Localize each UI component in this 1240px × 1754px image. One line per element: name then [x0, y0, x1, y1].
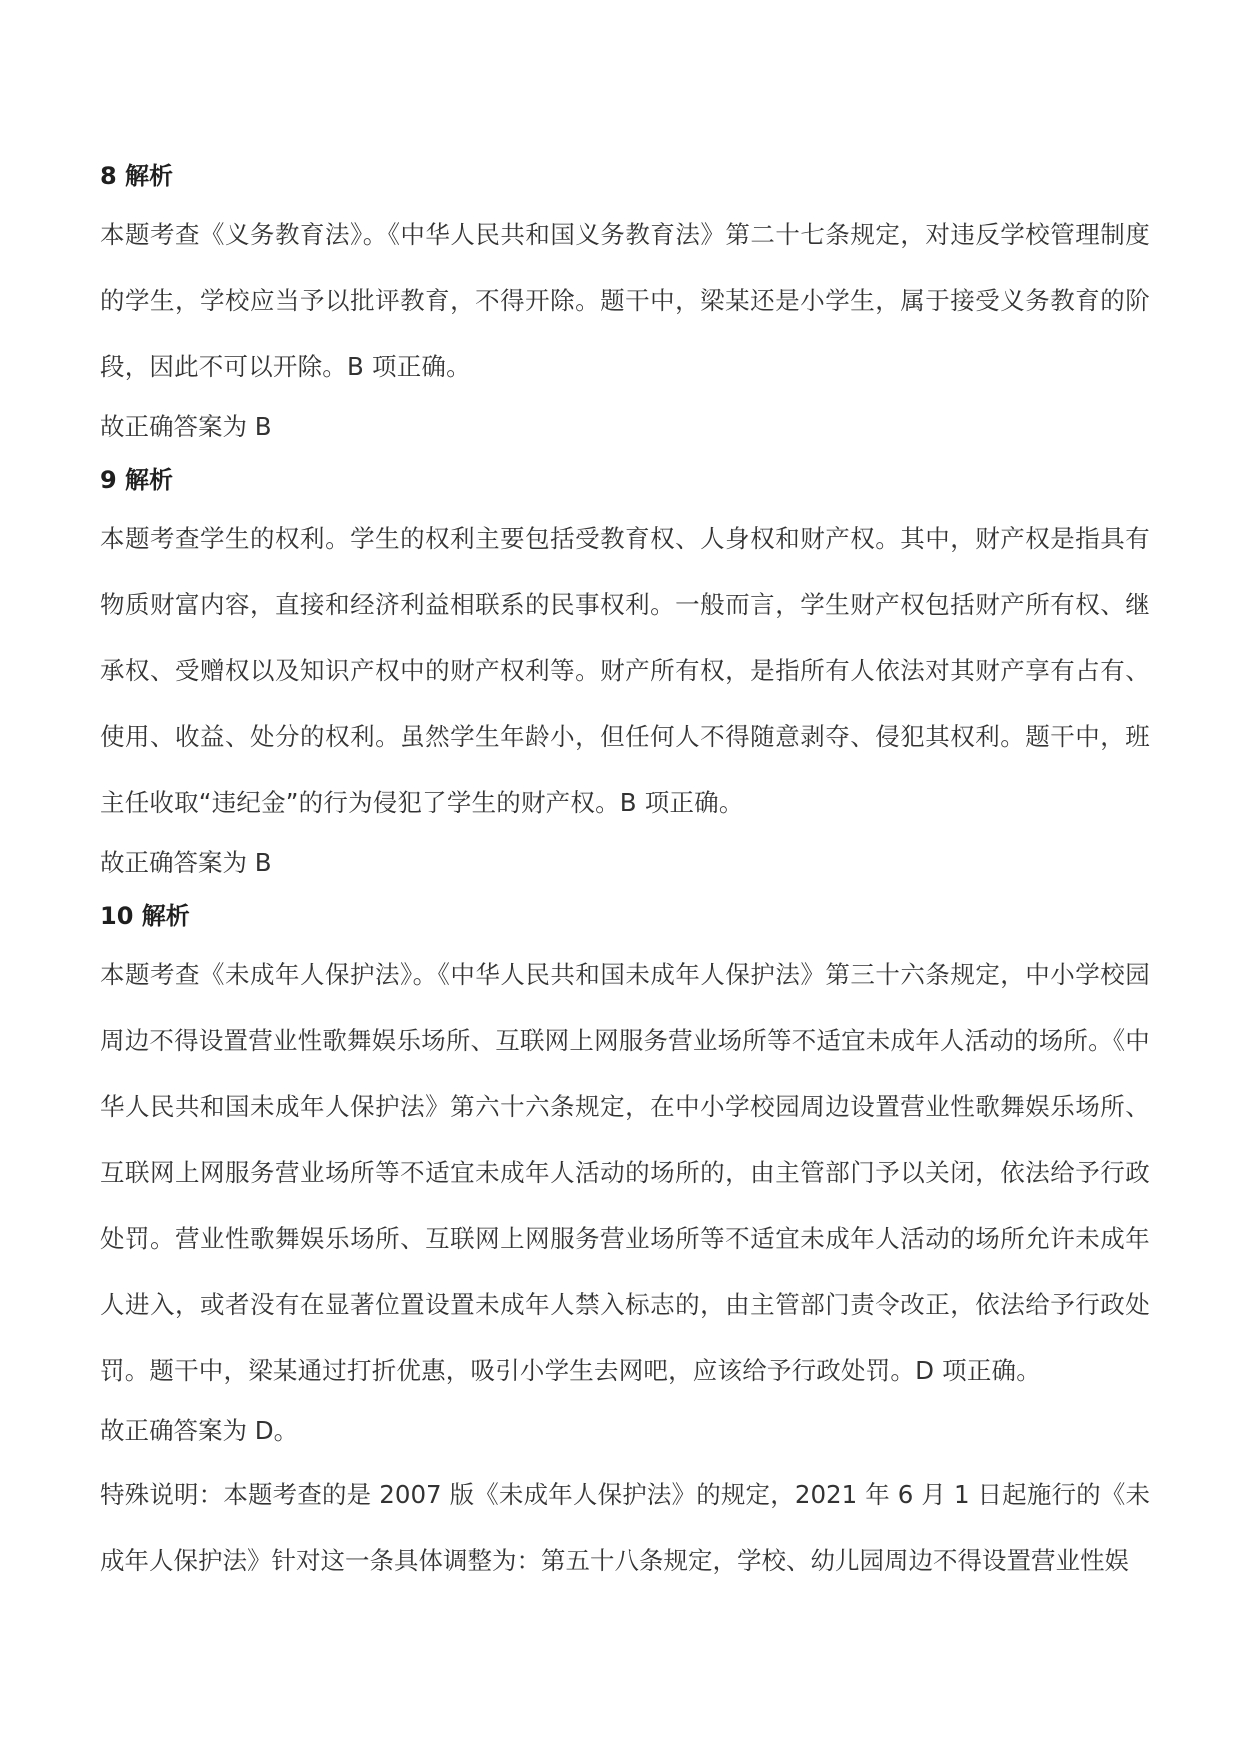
section-answer: 故正确答案为 B — [100, 848, 272, 877]
section-heading: 9 解析 — [100, 466, 174, 494]
special-note: 特殊说明：本题考查的是 2007 版《未成年人保护法》的规定，2021 年 6 月 1 日起施行的《未成年人保护法》针对这一条具体调整为：第五十八条规定，学校、幼儿园周边不得设置营业性娱 — [100, 1480, 1150, 1575]
section-heading: 10 解析 — [100, 902, 190, 930]
document-page — [100, 150, 1150, 1594]
section-answer: 故正确答案为 B — [100, 412, 272, 441]
analysis-section-8 — [100, 160, 1150, 454]
analysis-section-10 — [100, 900, 1150, 1594]
section-body: 本题考查《义务教育法》。《中华人民共和国义务教育法》第二十七条规定，对违反学校管理制度的学生，学校应当予以批评教育，不得开除。题干中，梁某还是小学生，属于接受义务教育的阶段，因此不可以开除。B 项正确。 — [100, 220, 1150, 381]
section-heading: 8 解析 — [100, 162, 174, 190]
section-body: 本题考查学生的权利。学生的权利主要包括受教育权、人身权和财产权。其中，财产权是指具有物质财富内容，直接和经济利益相联系的民事权利。一般而言，学生财产权包括财产所有权、继承权、受赠权以及知识产权中的财产权利等。财产所有权，是指所有人依法对其财产享有占有、使用、收益、处分的权利。虽然学生年龄小，但任何人不得随意剥夺、侵犯其权利。题干中，班主任收取“违纪金”的行为侵犯了学生的财产权。B 项正确。 — [100, 524, 1150, 817]
section-body: 本题考查《未成年人保护法》。《中华人民共和国未成年人保护法》第三十六条规定，中小学校园周边不得设置营业性歌舞娱乐场所、互联网上网服务营业场所等不适宜未成年人活动的场所。《中华人民共和国未成年人保护法》第六十六条规定，在中小学校园周边设置营业性歌舞娱乐场所、互联网上网服务营业场所等不适宜未成年人活动的场所的，由主管部门予以关闭，依法给予行政处罚。营业性歌舞娱乐场所、互联网上网服务营业场所等不适宜未成年人活动的场所允许未成年人进入，或者没有在显著位置设置未成年人禁入标志的，由主管部门责令改正，依法给予行政处罚。题干中，梁某通过打折优惠，吸引小学生去网吧，应该给予行政处罚。D 项正确。 — [100, 960, 1150, 1385]
analysis-section-9 — [100, 464, 1150, 890]
section-answer: 故正确答案为 D。 — [100, 1416, 299, 1445]
